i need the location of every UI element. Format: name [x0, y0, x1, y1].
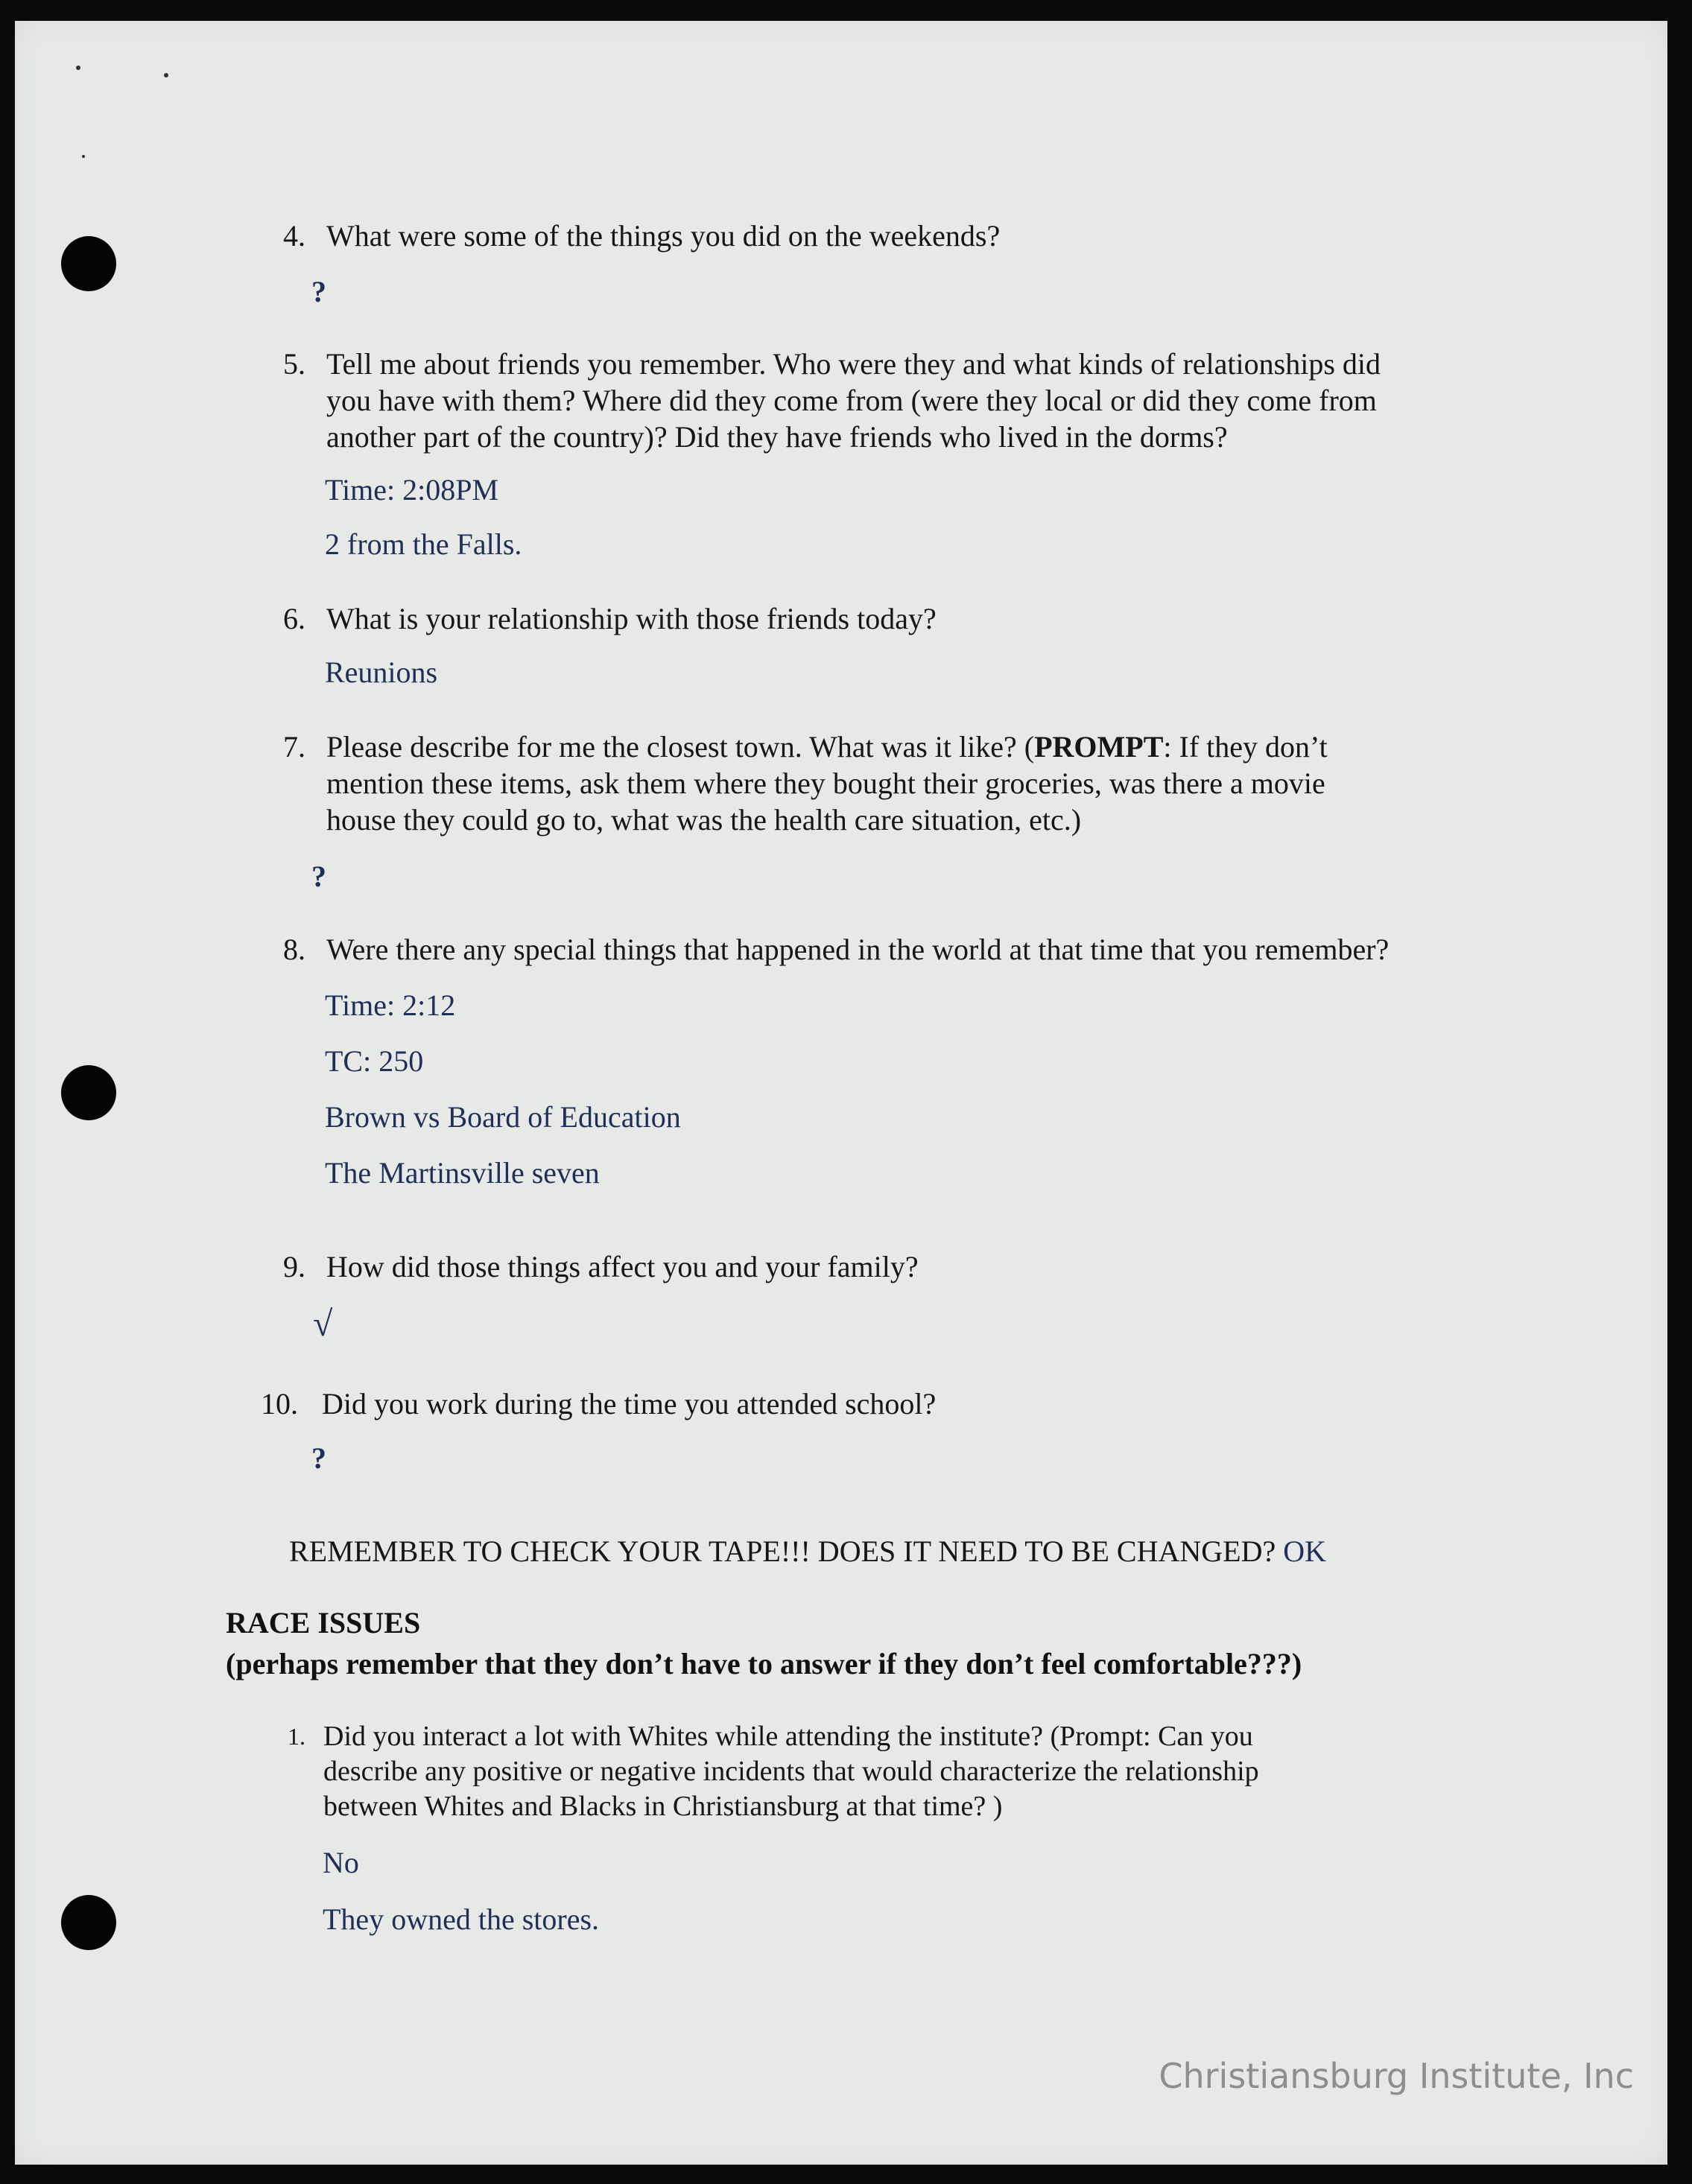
answer-note: 2 from the Falls.: [325, 527, 522, 561]
tape-reminder: [289, 1533, 1326, 1569]
question-text-line: Tell me about friends you remember. Who were they and what kinds of relationships did: [326, 347, 1381, 381]
question-text: What is your relationship with those friends today?: [326, 602, 937, 635]
question-text-line: mention these items, ask them where they bought their groceries, was there a movie: [326, 766, 1325, 800]
answer-note: They owned the stores.: [323, 1902, 600, 1936]
question-number: 10.: [261, 1387, 298, 1420]
question-number: 4.: [283, 219, 305, 253]
paper-speck: [164, 73, 168, 77]
reminder-response: OK: [1283, 1534, 1326, 1568]
question-number: 7.: [283, 730, 305, 764]
question-number: 1.: [288, 1723, 305, 1750]
checkmark-annotation: √: [313, 1304, 333, 1344]
question-text-line: house they could go to, what was the health care situation, etc.): [326, 803, 1082, 837]
question-mark-annotation: ?: [311, 860, 326, 893]
question-text-line: between Whites and Blacks in Christiansburg at that time? ): [323, 1791, 1003, 1822]
answer-note: Reunions: [325, 655, 438, 689]
binder-hole: [61, 1065, 116, 1120]
reminder-text: REMEMBER TO CHECK YOUR TAPE!!! DOES IT NEED TO BE CHANGED?: [289, 1534, 1276, 1568]
question-number: 6.: [283, 602, 305, 635]
watermark-text: Christiansburg Institute, Inc: [1159, 2056, 1634, 2096]
paper-speck: [82, 155, 85, 158]
section-title: RACE ISSUES: [226, 1606, 421, 1639]
question-text-line: you have with them? Where did they come from (were they local or did they come from: [326, 384, 1377, 417]
question-text: What were some of the things you did on the weekends?: [326, 219, 1001, 253]
prompt-label: PROMPT: [1034, 730, 1164, 764]
document-page: [15, 21, 1667, 2165]
question-text-line: another part of the country)? Did they have friends who lived in the dorms?: [326, 420, 1228, 454]
question-number: 9.: [283, 1250, 305, 1283]
answer-note: No: [323, 1846, 359, 1879]
section-note: (perhaps remember that they don’t have to answer if they don’t feel comfortable???): [226, 1647, 1302, 1680]
answer-note: Time: 2:12: [325, 988, 456, 1022]
question-text: How did those things affect you and your family?: [326, 1250, 919, 1283]
answer-note: The Martinsville seven: [325, 1156, 600, 1190]
question-mark-annotation: ?: [311, 275, 326, 308]
question-number: 8.: [283, 933, 305, 966]
answer-note: Brown vs Board of Education: [325, 1100, 681, 1134]
question-text-line: describe any positive or negative incidents that would characterize the relationship: [323, 1756, 1259, 1787]
answer-note: TC: 250: [325, 1044, 424, 1078]
binder-hole: [61, 1895, 116, 1950]
question-text-line: Did you interact a lot with Whites while attending the institute? (Prompt: Can you: [323, 1721, 1253, 1752]
binder-hole: [61, 236, 116, 291]
question-text: Did you work during the time you attended school?: [322, 1387, 937, 1420]
answer-note: Time: 2:08PM: [325, 473, 499, 507]
question-text: Were there any special things that happened in the world at that time that you remember?: [326, 933, 1390, 966]
question-text-segment: Please describe for me the closest town. What was it like? (: [326, 730, 1035, 764]
paper-speck: [76, 66, 80, 70]
question-mark-annotation: ?: [311, 1441, 326, 1475]
question-number: 5.: [283, 347, 305, 381]
question-text-line: [326, 728, 1328, 765]
question-text-segment: : If they don’t: [1163, 730, 1328, 764]
